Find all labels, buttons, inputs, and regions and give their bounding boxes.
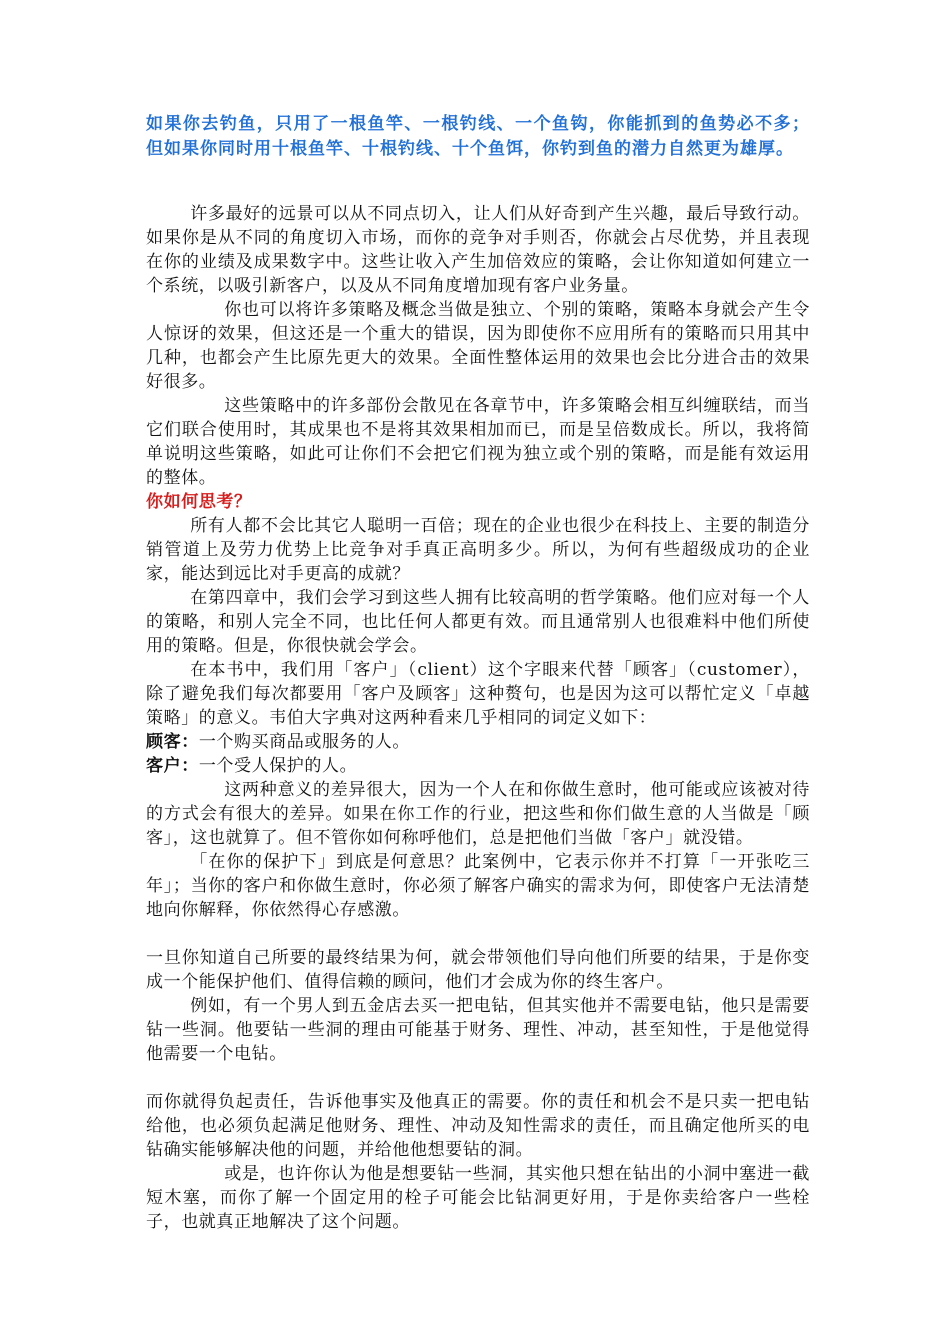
paragraph-6: 在本书中，我们用「客户」（client）这个字眼来代替「顾客」（customer），除了避免我们每次都要用「客户及顾客」这种赘句，也是因为这可以帮忙定义「卓越策略」的意义。韦伯大字典对这两种看来几乎相同的词定义如下： [146,660,810,728]
paragraph-1: 许多最好的远景可以从不同点切入，让人们从好奇到产生兴趣，最后导致行动。如果你是从不同的角度切入市场，而你的竞争对手则否，你就会占尽优势，并且表现在你的业绩及成果数字中。这些让收入产生加倍效应的策略，会让你知道如何建立一个系统，以吸引新客户，以及从不同角度增加现有客户业务量。 [146,204,810,296]
paragraph-10: 例如，有一个男人到五金店去买一把电钻，但其实他并不需要电钻，他只是需要钻一些洞。他要钻一些洞的理由可能基于财务、理性、冲动，甚至知性，于是他觉得他需要一个电钻。 [146,996,810,1064]
definition-client [146,754,810,778]
definition-term: 顾客： [146,732,199,752]
paragraph-8: 「在你的保护下」到底是何意思？此案例中，它表示你并不打算「一开张吃三年」；当你的客户和你做生意时，你必须了解客户确实的需求为何，即使客户无法清楚地向你解释，你依然得心存感激。 [146,852,810,920]
paragraph-9: 一旦你知道自己所要的最终结果为何，就会带领他们导向他们所要的结果，于是你变成一个能保护他们、值得信赖的顾问，他们才会成为你的终生客户。 [146,948,810,992]
paragraph-12: 或是，也许你认为他是想要钻一些洞，其实他只想在钻出的小洞中塞进一截短木塞，而你了解一个固定用的栓子可能会比钻洞更好用，于是你卖给客户一些栓子，也就真正地解决了这个问题。 [146,1164,810,1232]
definition-text: 一个购买商品或服务的人。 [198,732,411,752]
paragraph-5: 在第四章中，我们会学习到这些人拥有比较高明的哲学策略。他们应对每一个人的策略，和别人完全不同，也比任何人都更有效。而且通常别人也很难料中他们所使用的策略。但是，你很快就会学会。 [146,588,810,656]
section-heading: 你如何思考？ [146,492,252,512]
paragraph-3: 这些策略中的许多部份会散见在各章节中，许多策略会相互纠缠联结，而当它们联合使用时，其成果也不是将其效果相加而已，而是呈倍数成长。所以，我将简单说明这些策略，如此可让你们不会把它们视为独立或个别的策略，而是能有效运用的整体。 [146,396,810,488]
document-page [146,112,810,1234]
intro-highlight: 如果你去钓鱼，只用了一根鱼竿、一根钓线、一个鱼钩，你能抓到的鱼势必不多；但如果你同时用十根鱼竿、十根钓线、十个鱼饵，你钓到鱼的潜力自然更为雄厚。 [146,114,810,159]
blank-line [146,922,810,946]
blank-line [146,1066,810,1090]
paragraph-7: 这两种意义的差异很大，因为一个人在和你做生意时，他可能或应该被对待的方式会有很大的差异。如果在你工作的行业，把这些和你们做生意的人当做是「顾客」，这也就算了。但不管你如何称呼他们，总是把他们当做「客户」就没错。 [146,780,810,848]
paragraph-11: 而你就得负起责任，告诉他事实及他真正的需要。你的责任和机会不是只卖一把电钻给他，也必须负起满足他财务、理性、冲动及知性需求的责任，而且确定他所买的电钻确实能够解决他的问题，并给他他想要钻的洞。 [146,1092,810,1160]
definition-customer [146,730,810,754]
definition-term: 客户： [146,756,199,776]
paragraph-4: 所有人都不会比其它人聪明一百倍；现在的企业也很少在科技上、主要的制造分销管道上及劳力优势上比竞争对手真正高明多少。所以，为何有些超级成功的企业家，能达到远比对手更高的成就？ [146,516,810,584]
definition-text: 一个受人保护的人。 [198,756,358,776]
paragraph-2: 你也可以将许多策略及概念当做是独立、个别的策略，策略本身就会产生令人惊讶的效果，但这还是一个重大的错误，因为即使你不应用所有的策略而只用其中几种，也都会产生比原先更大的效果。全面性整体运用的效果也会比分进合击的效果好很多。 [146,300,810,392]
